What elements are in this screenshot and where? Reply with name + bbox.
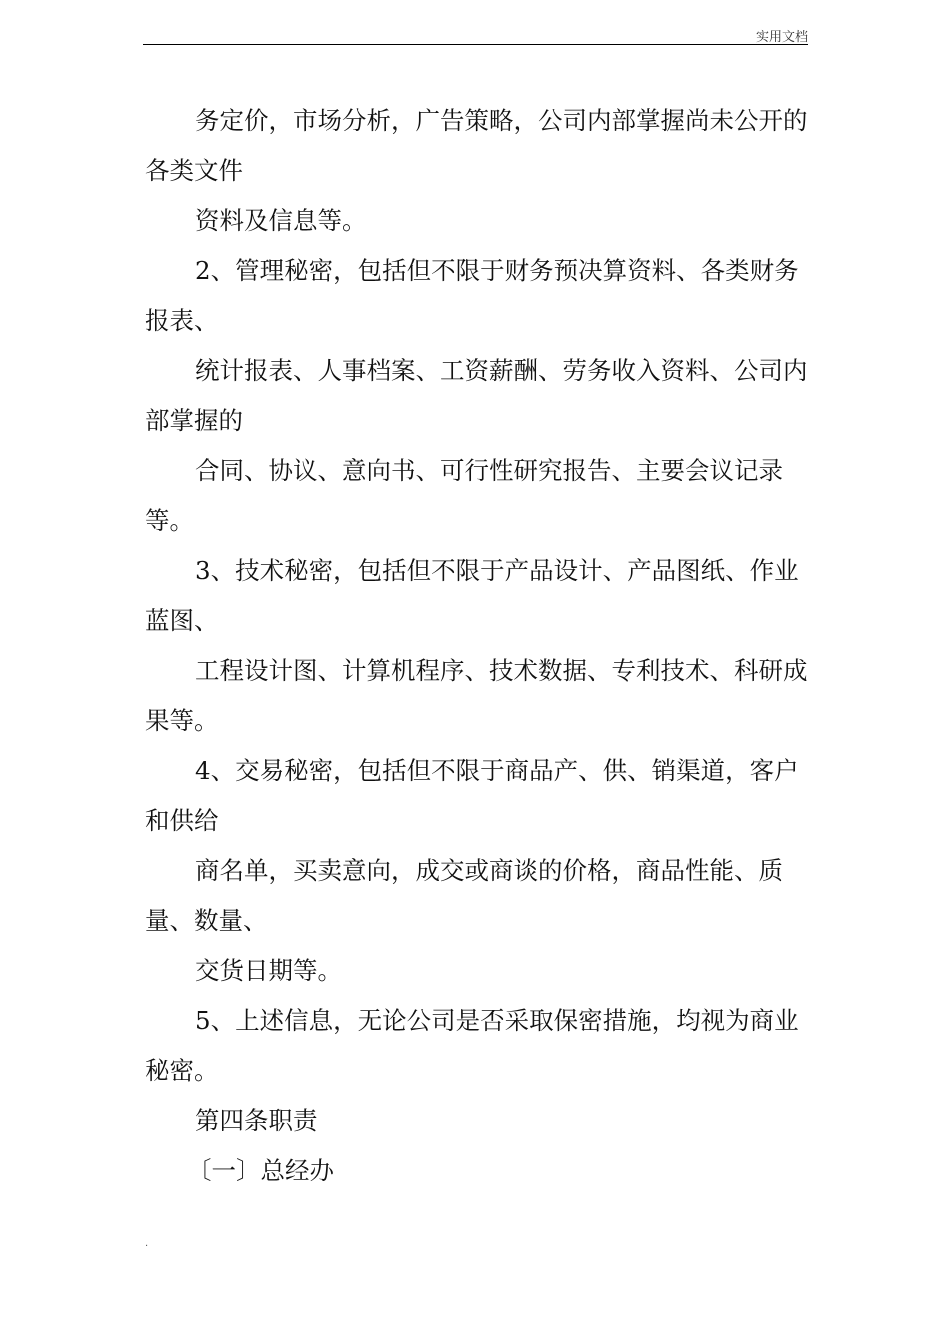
- paragraph: 合同、协议、意向书、可行性研究报告、主要会议记录等。: [145, 456, 783, 535]
- paragraph: 务定价，市场分析，广告策略，公司内部掌握尚未公开的各类文件: [145, 106, 808, 185]
- paragraph: 5、上述信息，无论公司是否采取保密措施，均视为商业秘密。: [145, 1006, 799, 1085]
- header-label: 实用文档: [755, 30, 808, 45]
- paragraph: 3、技术秘密，包括但不限于产品设计、产品图纸、作业蓝图、: [145, 556, 799, 635]
- paragraph: 交货日期等。: [195, 956, 342, 985]
- footer-mark: .: [145, 1238, 149, 1249]
- paragraph: 2、管理秘密，包括但不限于财务预决算资料、各类财务报表、: [145, 256, 799, 335]
- paragraph: 统计报表、人事档案、工资薪酬、劳务收入资料、公司内部掌握的: [145, 356, 808, 435]
- document-body: [145, 96, 815, 1196]
- header-rule: [143, 44, 808, 45]
- section-heading: 第四条职责: [195, 1106, 318, 1135]
- subsection-heading: 〔一〕总经办: [187, 1156, 334, 1185]
- paragraph: 资料及信息等。: [195, 206, 367, 235]
- paragraph: 商名单，买卖意向，成交或商谈的价格，商品性能、质量、数量、: [145, 856, 783, 935]
- paragraph: 4、交易秘密，包括但不限于商品产、供、销渠道，客户和供给: [145, 756, 799, 835]
- paragraph: 工程设计图、计算机程序、技术数据、专利技术、科研成果等。: [145, 656, 808, 735]
